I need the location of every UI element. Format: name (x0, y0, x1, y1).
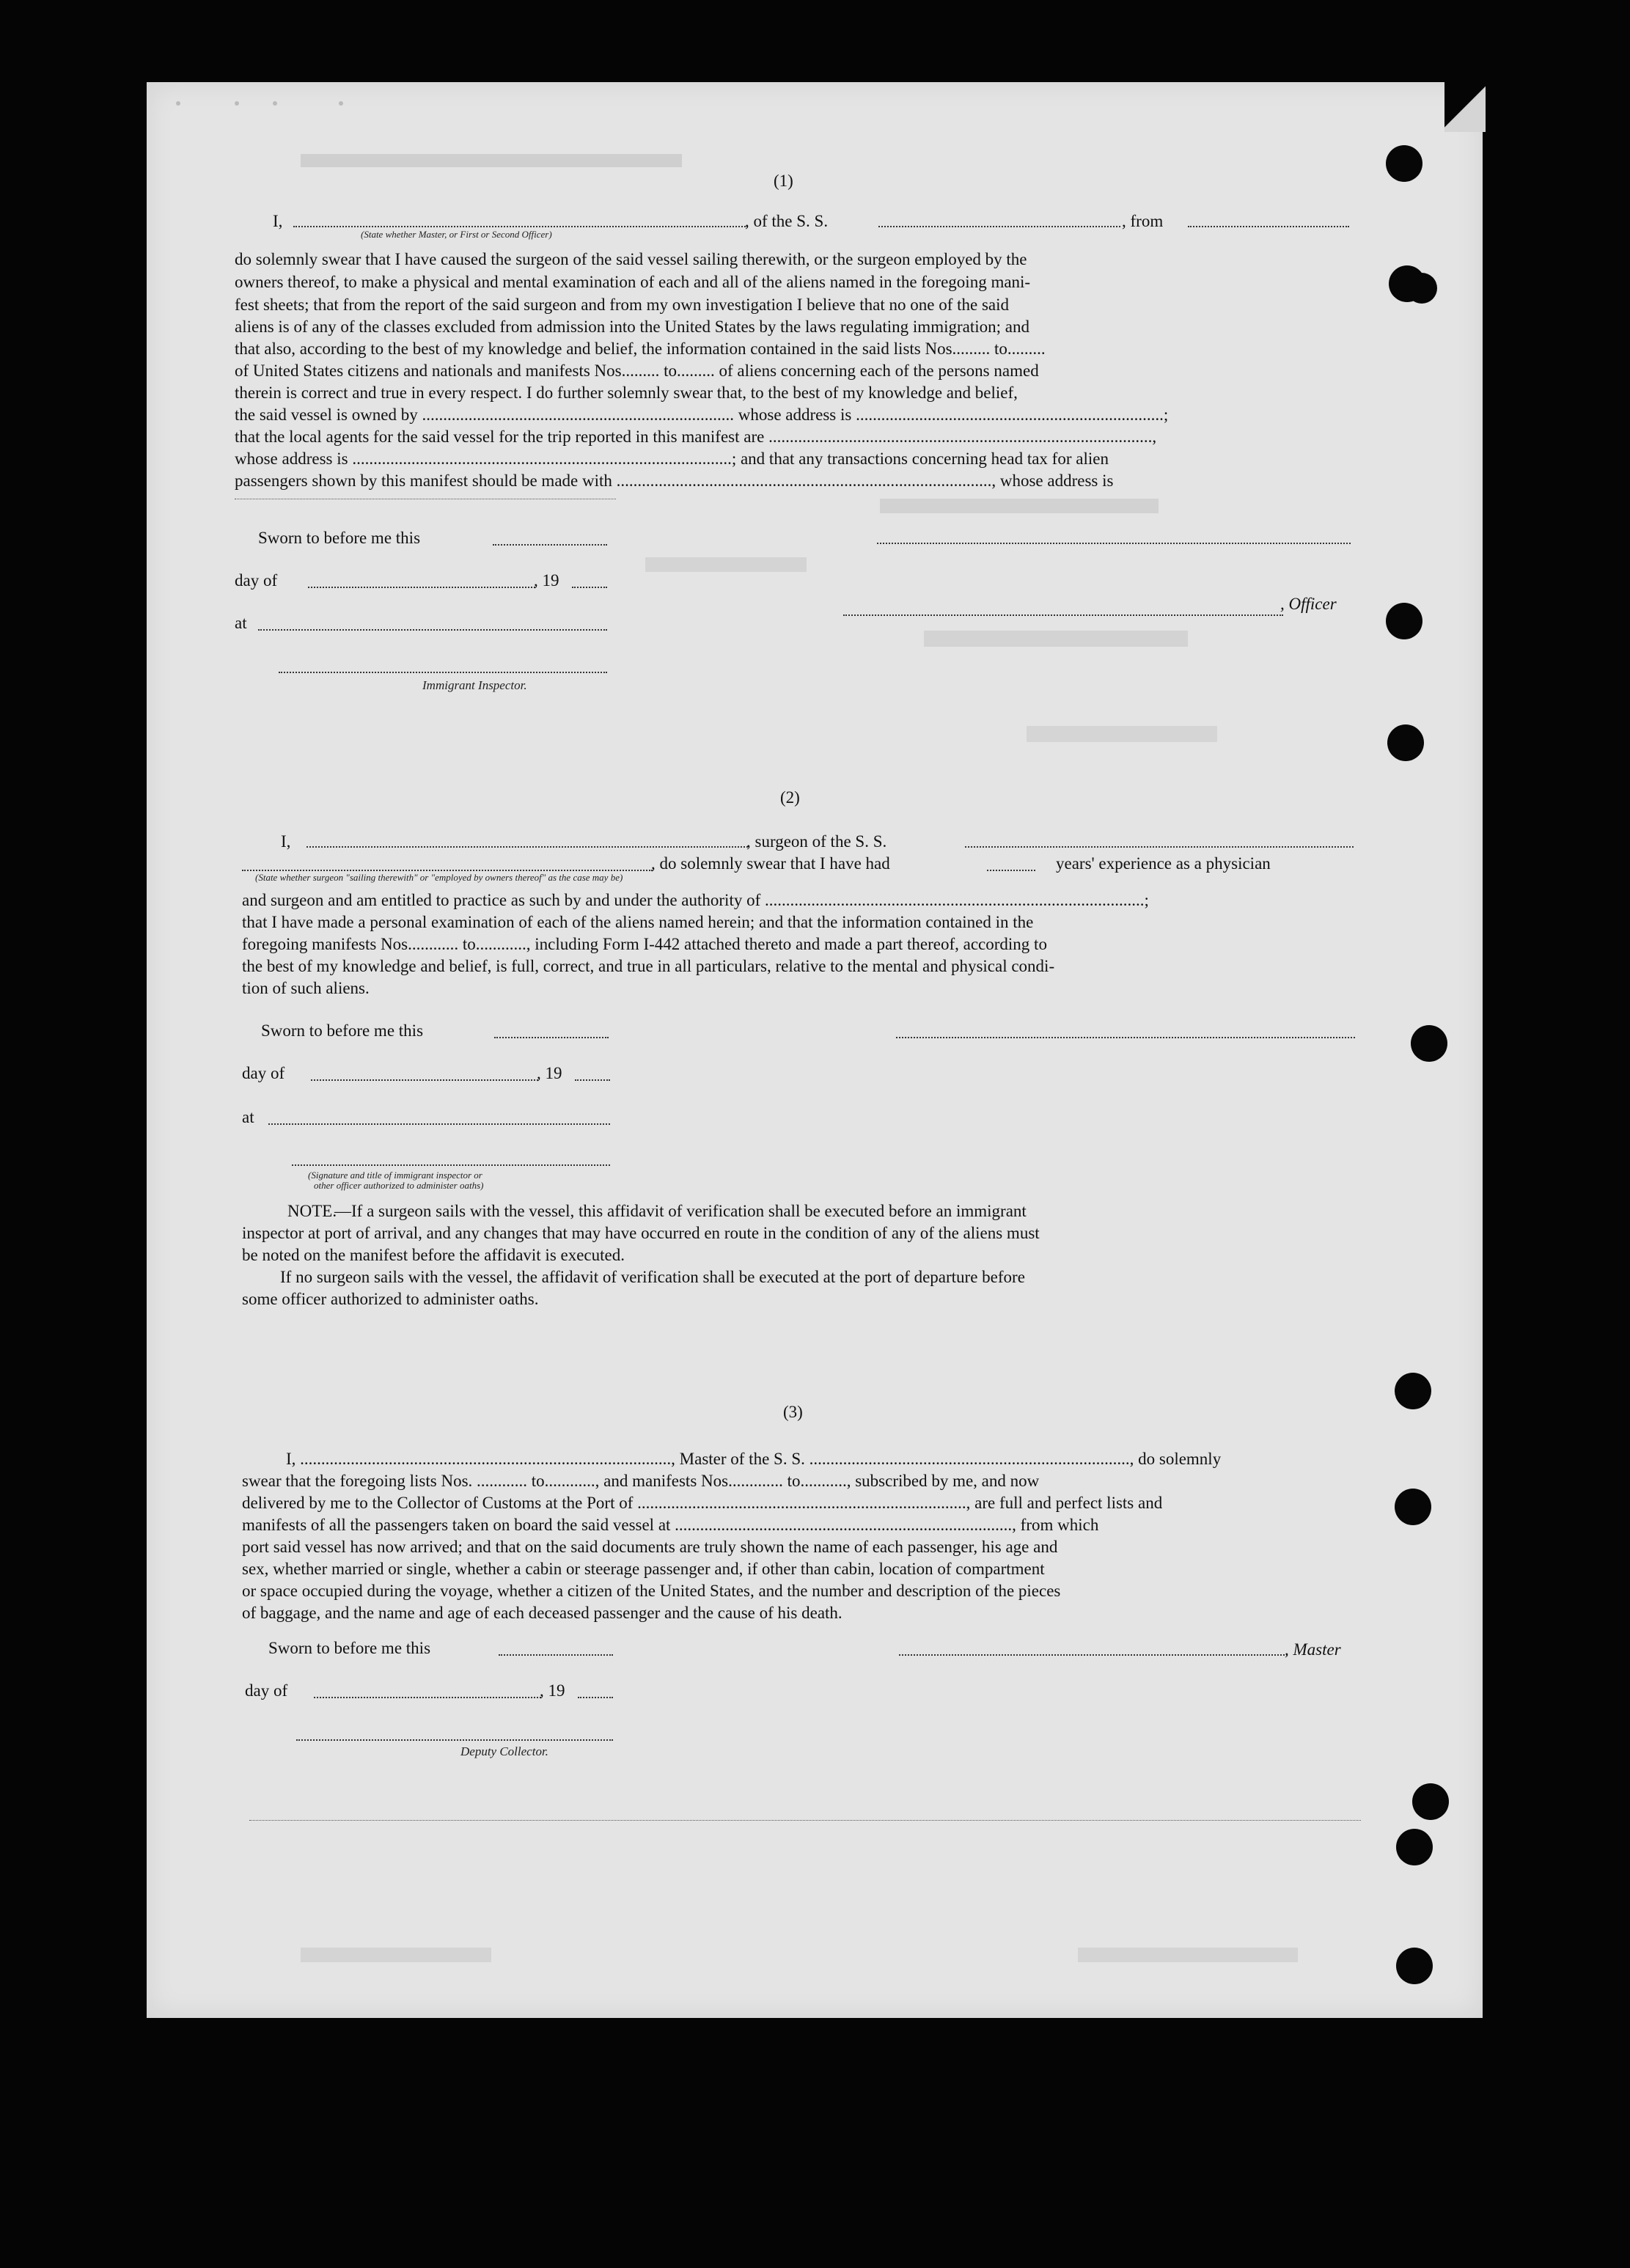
surgeon-type-field[interactable] (242, 870, 653, 871)
speck (273, 101, 277, 106)
punch-hole (1395, 1489, 1431, 1525)
section-2-line2-a: , do solemnly swear that I have had (651, 854, 890, 873)
note-line: —If a surgeon sails with the vessel, this affidavit of verification shall be executed before an immigrant (334, 1202, 1027, 1220)
section-1-line: owners thereof, to make a physical and mental examination of each and all of the aliens named in the foregoing mani- (235, 273, 1031, 291)
deputy-collector-label: Deputy Collector. (460, 1744, 548, 1758)
section-3-line: sex, whether married or single, whether a cabin or steerage passenger and, if other than cabin, location of compartment (242, 1560, 1045, 1578)
section-1-line: fest sheets; that from the report of the said surgeon and from my own investigation I believe that no one of the said (235, 296, 1010, 314)
section-1-number: (1) (774, 172, 793, 190)
officer-signature-field[interactable] (843, 614, 1283, 616)
inspector-signature-field[interactable] (279, 672, 607, 673)
year-label-3: , 19 (540, 1681, 565, 1700)
punch-hole (1396, 1829, 1433, 1865)
master-name-field[interactable] (293, 226, 748, 227)
at-label-1: at (235, 614, 247, 632)
punch-hole (1406, 273, 1437, 304)
section-1-opening-end: , from (1122, 212, 1164, 230)
at-field-2[interactable] (268, 1123, 610, 1125)
section-1-opening-mid: , of the S. S. (745, 212, 829, 230)
folded-corner (1444, 81, 1486, 132)
section-1-line: the said vessel is owned by .......................................................................... whose address is .........................................................................; (235, 405, 1169, 424)
day-of-label-1: day of (235, 571, 278, 590)
master-label: , Master (1285, 1640, 1341, 1659)
speck (235, 101, 239, 106)
bleed-through-mark (301, 1948, 491, 1962)
sworn-date-field-1[interactable] (493, 544, 607, 546)
section-3-line: of baggage, and the name and age of each deceased passenger and the cause of his death. (242, 1604, 842, 1622)
bottom-rule (249, 1820, 1361, 1821)
section-2-opening-i: I, (281, 832, 291, 851)
speck (176, 101, 180, 106)
section-1-line: of United States citizens and nationals and manifests Nos......... to......... of aliens concerning each of the persons named (235, 362, 1039, 380)
year-field-2[interactable] (575, 1079, 610, 1081)
surgeon-signature-field[interactable] (896, 1037, 1355, 1038)
deputy-signature-field[interactable] (296, 1739, 613, 1741)
punch-hole (1395, 1373, 1431, 1409)
section-1-line: therein is correct and true in every respect. I do further solemnly swear that, to the best of my knowledge and belief, (235, 383, 1018, 402)
surgeon-note: (State whether surgeon "sailing therewith" or "employed by owners thereof" as the case may be) (255, 872, 623, 883)
officer-signature-line-top[interactable] (877, 543, 1351, 544)
year-label-2: , 19 (537, 1064, 562, 1082)
vessel-name-field[interactable] (878, 226, 1120, 227)
section-3-number: (3) (783, 1403, 803, 1421)
sworn-label-1: Sworn to before me this (258, 529, 421, 547)
section-3-line: I, ........................................................................................, Master of the S. S. ............................................................................, do solemnly (286, 1450, 1222, 1468)
speck (339, 101, 343, 106)
surgeon-vessel-field[interactable] (965, 846, 1354, 848)
year-field-1[interactable] (572, 587, 607, 588)
master-signature-field[interactable] (899, 1654, 1288, 1656)
surgeon-name-field[interactable] (306, 846, 748, 848)
inspector-signature-field-2[interactable] (292, 1164, 610, 1166)
punch-hole (1396, 1948, 1433, 1984)
section-3-line: port said vessel has now arrived; and that on the said documents are truly shown the name of each passenger, his age and (242, 1538, 1058, 1556)
year-label-1: , 19 (534, 571, 559, 590)
note-label: NOTE. (287, 1202, 337, 1220)
officer-label: , Officer (1280, 595, 1337, 613)
from-port-field[interactable] (1188, 226, 1349, 227)
section-3-line: or space occupied during the voyage, whether a citizen of the United States, and the number and description of the pieces (242, 1582, 1061, 1600)
section-1-line: whose address is ..........................................................................................; and that any transactions concerning head tax for alien (235, 449, 1109, 468)
section-2-line: tion of such aliens. (242, 979, 370, 997)
section-2-line: the best of my knowledge and belief, is full, correct, and true in all particulars, relative to the mental and physical condi- (242, 957, 1055, 975)
section-1-line: aliens is of any of the classes excluded from admission into the United States by the laws regulating immigration; and (235, 318, 1029, 336)
section-1-line: do solemnly swear that I have caused the surgeon of the said vessel sailing therewith, or the surgeon employed by the (235, 250, 1027, 268)
note-line: be noted on the manifest before the affidavit is executed. (242, 1246, 625, 1264)
bleed-through-mark (645, 557, 807, 572)
day-of-label-2: day of (242, 1064, 285, 1082)
sworn-label-2: Sworn to before me this (261, 1021, 424, 1040)
note-line: inspector at port of arrival, and any changes that may have occurred en route in the condition of any of the aliens must (242, 1224, 1040, 1242)
section-2-line: that I have made a personal examination of each of the aliens named herein; and that the information contained in the (242, 913, 1034, 931)
years-experience-field[interactable] (987, 870, 1035, 871)
bleed-through-mark (924, 631, 1188, 647)
punch-hole (1386, 603, 1422, 639)
bleed-through-mark (1078, 1948, 1298, 1962)
section-3-line: swear that the foregoing lists Nos. ............ to............, and manifests Nos............. to..........., subscribed by me, and now (242, 1472, 1040, 1490)
section-1-line: that the local agents for the said vessel for the trip reported in this manifest are ..........................................................................................., (235, 427, 1157, 446)
immigrant-inspector-label: Immigrant Inspector. (422, 678, 527, 692)
day-of-field-3[interactable] (314, 1697, 541, 1698)
section-2-line: and surgeon and am entitled to practice as such by and under the authority of ..........................................................................................; (242, 891, 1149, 909)
sworn-label-3: Sworn to before me this (268, 1639, 431, 1657)
note2-line: some officer authorized to administer oaths. (242, 1290, 539, 1308)
year-field-3[interactable] (578, 1697, 613, 1698)
bleed-through-mark (301, 154, 682, 167)
sworn-date-field-2[interactable] (494, 1037, 609, 1038)
section-1-line: passengers shown by this manifest should be made with ........................................................................................., whose address is (235, 471, 1114, 490)
punch-hole (1411, 1025, 1447, 1062)
day-of-label-3: day of (245, 1681, 288, 1700)
sworn-date-field-3[interactable] (499, 1654, 613, 1656)
day-of-field-1[interactable] (308, 587, 535, 588)
note2-line: If no surgeon sails with the vessel, the affidavit of verification shall be executed at the port of departure before (280, 1268, 1025, 1286)
punch-hole (1386, 145, 1422, 182)
section-1-line: that also, according to the best of my knowledge and belief, the information contained in the said lists Nos......... to......... (235, 340, 1046, 358)
day-of-field-2[interactable] (311, 1079, 538, 1081)
section-2-number: (2) (780, 788, 800, 807)
at-field-1[interactable] (258, 629, 607, 631)
punch-hole (1412, 1783, 1449, 1820)
signature-note-1: (Signature and title of immigrant inspector or (308, 1170, 482, 1181)
punch-hole (1387, 724, 1424, 761)
section-2-opening-mid: , surgeon of the S. S. (746, 832, 887, 851)
officer-note: (State whether Master, or First or Second Officer) (361, 229, 552, 240)
bleed-through-mark (880, 499, 1159, 513)
section-2-line2-b: years' experience as a physician (1056, 854, 1271, 873)
at-label-2: at (242, 1108, 254, 1126)
section-2-line: foregoing manifests Nos............ to............, including Form I-442 attached thereto and made a part thereof, according to (242, 935, 1047, 953)
section-3-line: delivered by me to the Collector of Customs at the Port of .............................................................................., are full and perfect lists and (242, 1494, 1163, 1512)
section-1-opening-i: I, (273, 212, 283, 230)
section-3-line: manifests of all the passengers taken on board the said vessel at ................................................................................, from which (242, 1516, 1099, 1534)
bleed-through-mark (1027, 726, 1217, 742)
signature-note-2: other officer authorized to administer oaths) (314, 1180, 484, 1191)
